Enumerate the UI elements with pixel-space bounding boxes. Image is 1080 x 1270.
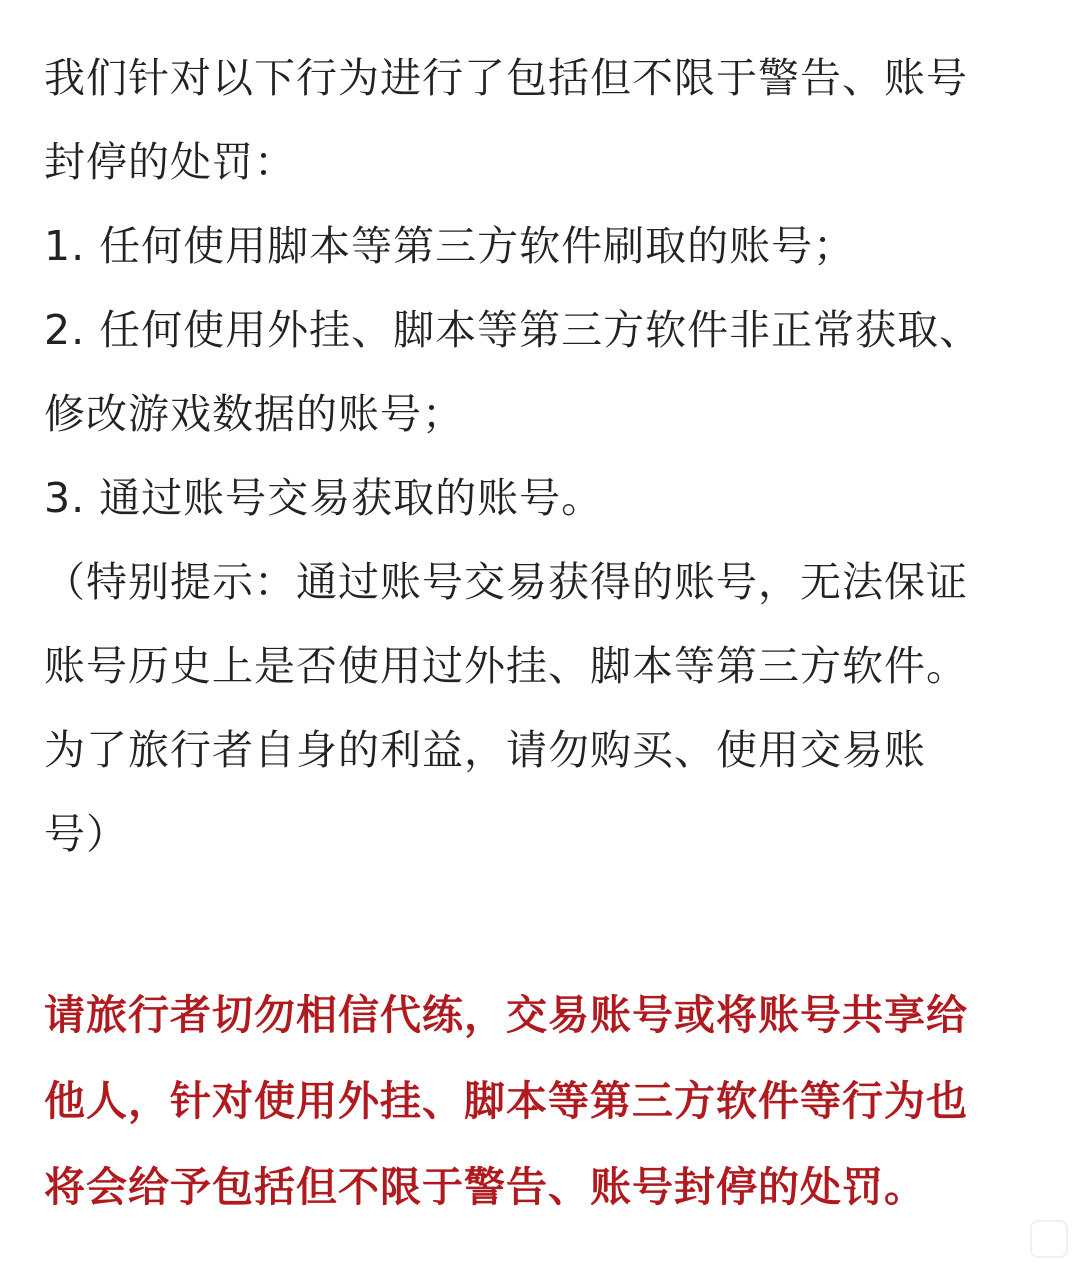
item-2-line-1: 2. 任何使用外挂、脚本等第三方软件非正常获取、 [44, 306, 982, 354]
tip-line-3: 为了旅行者自身的利益，请勿购买、使用交易账 [44, 726, 926, 774]
intro-line-1: 我们针对以下行为进行了包括但不限于警告、账号 [44, 54, 968, 102]
notice-line-1: 请旅行者切勿相信代练，交易账号或将账号共享给 [44, 991, 968, 1039]
item-1-line-1: 1. 任何使用脚本等第三方软件刷取的账号； [44, 222, 856, 270]
document-body [44, 36, 1044, 876]
watermark-icon [1030, 1220, 1068, 1258]
notice-line-2: 他人，针对使用外挂、脚本等第三方软件等行为也 [44, 1077, 968, 1125]
tip-line-2: 账号历史上是否使用过外挂、脚本等第三方软件。 [44, 642, 968, 690]
item-3-line-1: 3. 通过账号交易获取的账号。 [44, 474, 604, 522]
warning-notice [44, 972, 1044, 1230]
tip-line-4: 号） [44, 810, 128, 858]
intro-line-2: 封停的处罚： [44, 138, 296, 186]
tip-line-1: （特别提示：通过账号交易获得的账号，无法保证 [44, 558, 968, 606]
item-2-line-2: 修改游戏数据的账号； [44, 390, 464, 438]
notice-line-3: 将会给予包括但不限于警告、账号封停的处罚。 [44, 1163, 926, 1211]
